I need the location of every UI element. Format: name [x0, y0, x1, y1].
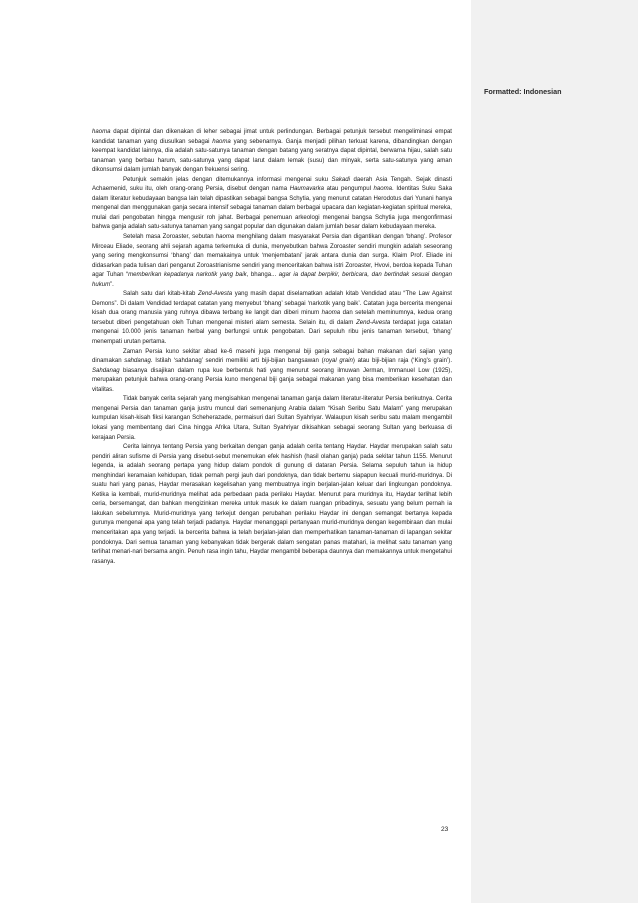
- text-run: Salah satu dari kitab-kitab: [123, 291, 198, 298]
- text-run: yang masih dapat diselamatkan adalah kitab Vendidad atau “The Law Against Demons”. Di dalam Vendidad terdapat catatan yang menyebut ‘bhang’ sebagai ‘narkotik yang baik’. Catatan juga bercerita mengenai kisah dua orang manusia yang ruhnya dibawa terbang ke langit dan diberi minum: [92, 291, 452, 317]
- italic-run: royal grain: [323, 358, 353, 365]
- text-run: daerah Asia Tengah. Sejak dinasti Achaemenid, suku itu, oleh orang-orang Persia, disebut dengan nama: [92, 176, 452, 193]
- page-number: 23: [441, 826, 449, 833]
- text-run: . Identitas Suku Saka dalam literatur kebudayaan bangsa lain telah dipastikan sebagai bangsa Schytia, yang menurut catatan Herodotus dari Yunani hanya mengenal dan menggunakan ganja secara intensif sebagai tanaman dalam berbagai upacara dan kegiatan-kegiatan spiritual mereka, mulai dari pengobatan hingga mengusir roh jahat. Berbagai penemuan arkeologi mengenai bangsa Schytia juga mengonfirmasi bahwa ganja adalah satu-satunya tanaman yang sangat popular dan digunakan dalam jumlah besar dalam kebudayaan mereka.: [92, 186, 452, 231]
- paragraph: [92, 176, 452, 233]
- italic-run: Sakadi: [331, 176, 350, 183]
- paragraph: [92, 395, 452, 443]
- paragraph: [92, 233, 452, 290]
- text-run: Petunjuk semakin jelas dengan ditemukannya informasi mengenai suku: [123, 176, 332, 183]
- text-run: dan setelah meminumnya, kedua orang tersebut diberi pengetahuan oleh Tuhan mengenai misteri alam semesta. Selain itu, di dalam: [92, 310, 452, 326]
- text-run: Cerita lainnya tentang Persia yang berkaitan dengan ganja adalah cerita tentang Haydar. Haydar merupakan salah satu pendiri aliran sufisme di Persia yang disebut-sebut menemukan efek hashish (hasil olahan ganja) pada sekitar tahun 1155. Menurut legenda, ia adalah seorang pertapa yang hidup dalam pondok di gunung di dataran Persia. Selama sepuluh tahun ia hidup menghindari keramaian kehidupan, tidak pernah pergi jauh dari pondoknya, dan tidak bertemu siapapun kecuali murid-muridnya. Di suatu hari yang panas, Haydar merasakan kegelisahan yang membuatnya ingin berjalan-jalan keluar dari lingkungan pondoknya. Ketika ia kembali, murid-muridnya melihat ada perbedaan pada perilaku Haydar. Menurut para muridnya itu, Haydar terlihat lebih ceria, bersemangat, dan bahkan mengizinkan mereka untuk masuk ke dalam ruangan pribadinya, sesuatu yang belum pernah ia lakukan sebelumnya. Murid-muridnya yang terkejut dengan perubahan perilaku Haydar ini dengan semangat bertanya kepada gurunya mengenai apa yang telah terjadi padanya. Haydar menanggapi pertanyaan murid-muridnya dengan kegembiraan dan mulai menceritakan apa yang terjadi. Ia bercerita bahwa ia telah berjalan-jalan dan memperhatikan tanaman-tanaman di lapangan sekitar pondoknya. Dari semua tanaman yang kebanyakan tidak bergerak dalam sengatan panas matahari, ia melihat satu tanaman yang terlihat menari-nari bersama angin. Penuh rasa ingin tahu, Haydar mengambil beberapa daunnya dan memakannya untuk mengetahui rasanya.: [92, 444, 453, 565]
- text-run: ) atau biji-bijian raja (‘King’s grain’).: [352, 358, 453, 365]
- text-run: Tidak banyak cerita sejarah yang mengisahkan mengenai tanaman ganja dalam literatur-literatur Persia berikutnya. Cerita mengenai Persia dan tanaman ganja justru muncul dari semenanjung Arabia dalam “Kisah Seribu Satu Malam” yang merupakan kumpulan kisah-kisah fiksi karangan Scheherazade, permaisuri dari Sultan Syahriyar. Walaupun kisah seribu satu malam mengambil lokasi yang membentang dari Cina hingga Afrika Utara, Sultan Syahriyar dikisahkan sebagai seorang Sultan yang berkuasa di kerajaan Persia.: [92, 396, 452, 441]
- text-run: biasanya disajikan dalam rupa kue berbentuk hati yang menurut seorang ilmuwan Jerman, Immanuel Low (1925), merupakan petunjuk bahwa orang-orang Persia kuno mengenal biji ganja sebagai makanan yang bisa memberikan kesehatan dan vitalitas.: [92, 367, 452, 393]
- comment-pane: [471, 0, 638, 903]
- text-run: Setelah masa Zoroaster, sebutan: [123, 234, 216, 241]
- text-run: Zaman Persia kuno sekitar abad ke-6 masehi juga mengenal biji ganja sebagai bahan makanan dari sajian yang dinamakan: [92, 348, 452, 365]
- text-run: menghilang dalam masyarakat Persia dan digantikan dengan ‘bhang’. Profesor Mirceau Eliade, seorang ahli sejarah agama terkemuka di dunia, menyebutkan bahwa Zoroaster sendiri mungkin adalah seseorang yang sering mengkonsumsi ‘bhang’ dan memakainya untuk ‘menjembatani’ jarak antara dunia dan surga. Klaim Prof. Eliade ini didasarkan pada tulisan dari penganut Zoroastrianisme sendiri yang menceritakan bahwa istri Zoroaster, Hvovi, berdoa kepada Tuhan agar Tuhan “: [92, 234, 452, 279]
- text-run: atau pengumpul: [323, 186, 374, 193]
- italic-run: Zend-Avesta: [197, 291, 233, 298]
- italic-run: sahdanag: [124, 358, 151, 365]
- italic-run: memberikan kepadanya narkotik yang baik: [128, 272, 247, 279]
- italic-run: haoma: [215, 234, 235, 241]
- text-run: terdapat juga catatan mengenai 10.000 jenis tanaman herbal yang berfungsi untuk pengobatan. Dari sepuluh ribu jenis tanaman tersebut, ‘bhang’ menempati urutan pertama.: [92, 319, 452, 346]
- text-run: ”.: [110, 281, 114, 288]
- italic-run: Zend-Avesta: [356, 319, 391, 326]
- italic-run: haoma: [321, 310, 341, 317]
- text-run: . Istilah ‘sahdanag’ sendiri memiliki arti biji-bijian bangsawan (: [150, 358, 324, 365]
- italic-run: Sahdanag: [92, 367, 120, 374]
- italic-run: agar ia dapat berpikir, berbicara, dan bertindak sesuai dengan hukum: [92, 272, 452, 288]
- italic-run: haoma: [212, 138, 231, 145]
- italic-run: haoma: [92, 129, 111, 135]
- paragraph: [92, 290, 452, 347]
- text-run: , bhanga...: [246, 272, 279, 279]
- paragraph: [92, 128, 452, 176]
- italic-run: Haumavarka: [289, 186, 324, 193]
- text-run: dapat dipintal dan dikenakan di leher sebagai jimat untuk perlindungan. Berbagai petunjuk tersebut mengeliminasi empat kandidat tanaman yang diusulkan sebagai: [92, 129, 452, 145]
- italic-run: haoma: [373, 186, 393, 193]
- formatted-comment-label: Formatted: Indonesian: [484, 87, 562, 96]
- paragraph: [92, 443, 452, 567]
- body-text: [92, 128, 452, 567]
- paragraph: [92, 348, 452, 396]
- text-run: yang sebenarnya. Ganja menjadi pilihan terkuat karena, dibandingkan dengan keempat kandidat lainnya, dia adalah satu-satunya tanaman dengan batang yang seratnya dapat dipintal, berwarna hijau, salah satu tanaman yang berbau harum, satu-satunya yang dapat larut dalam lemak (susu) dan minyak, serta satu-satunya yang aman dikonsumsi dalam jumlah banyak dengan frekuensi sering.: [92, 138, 452, 174]
